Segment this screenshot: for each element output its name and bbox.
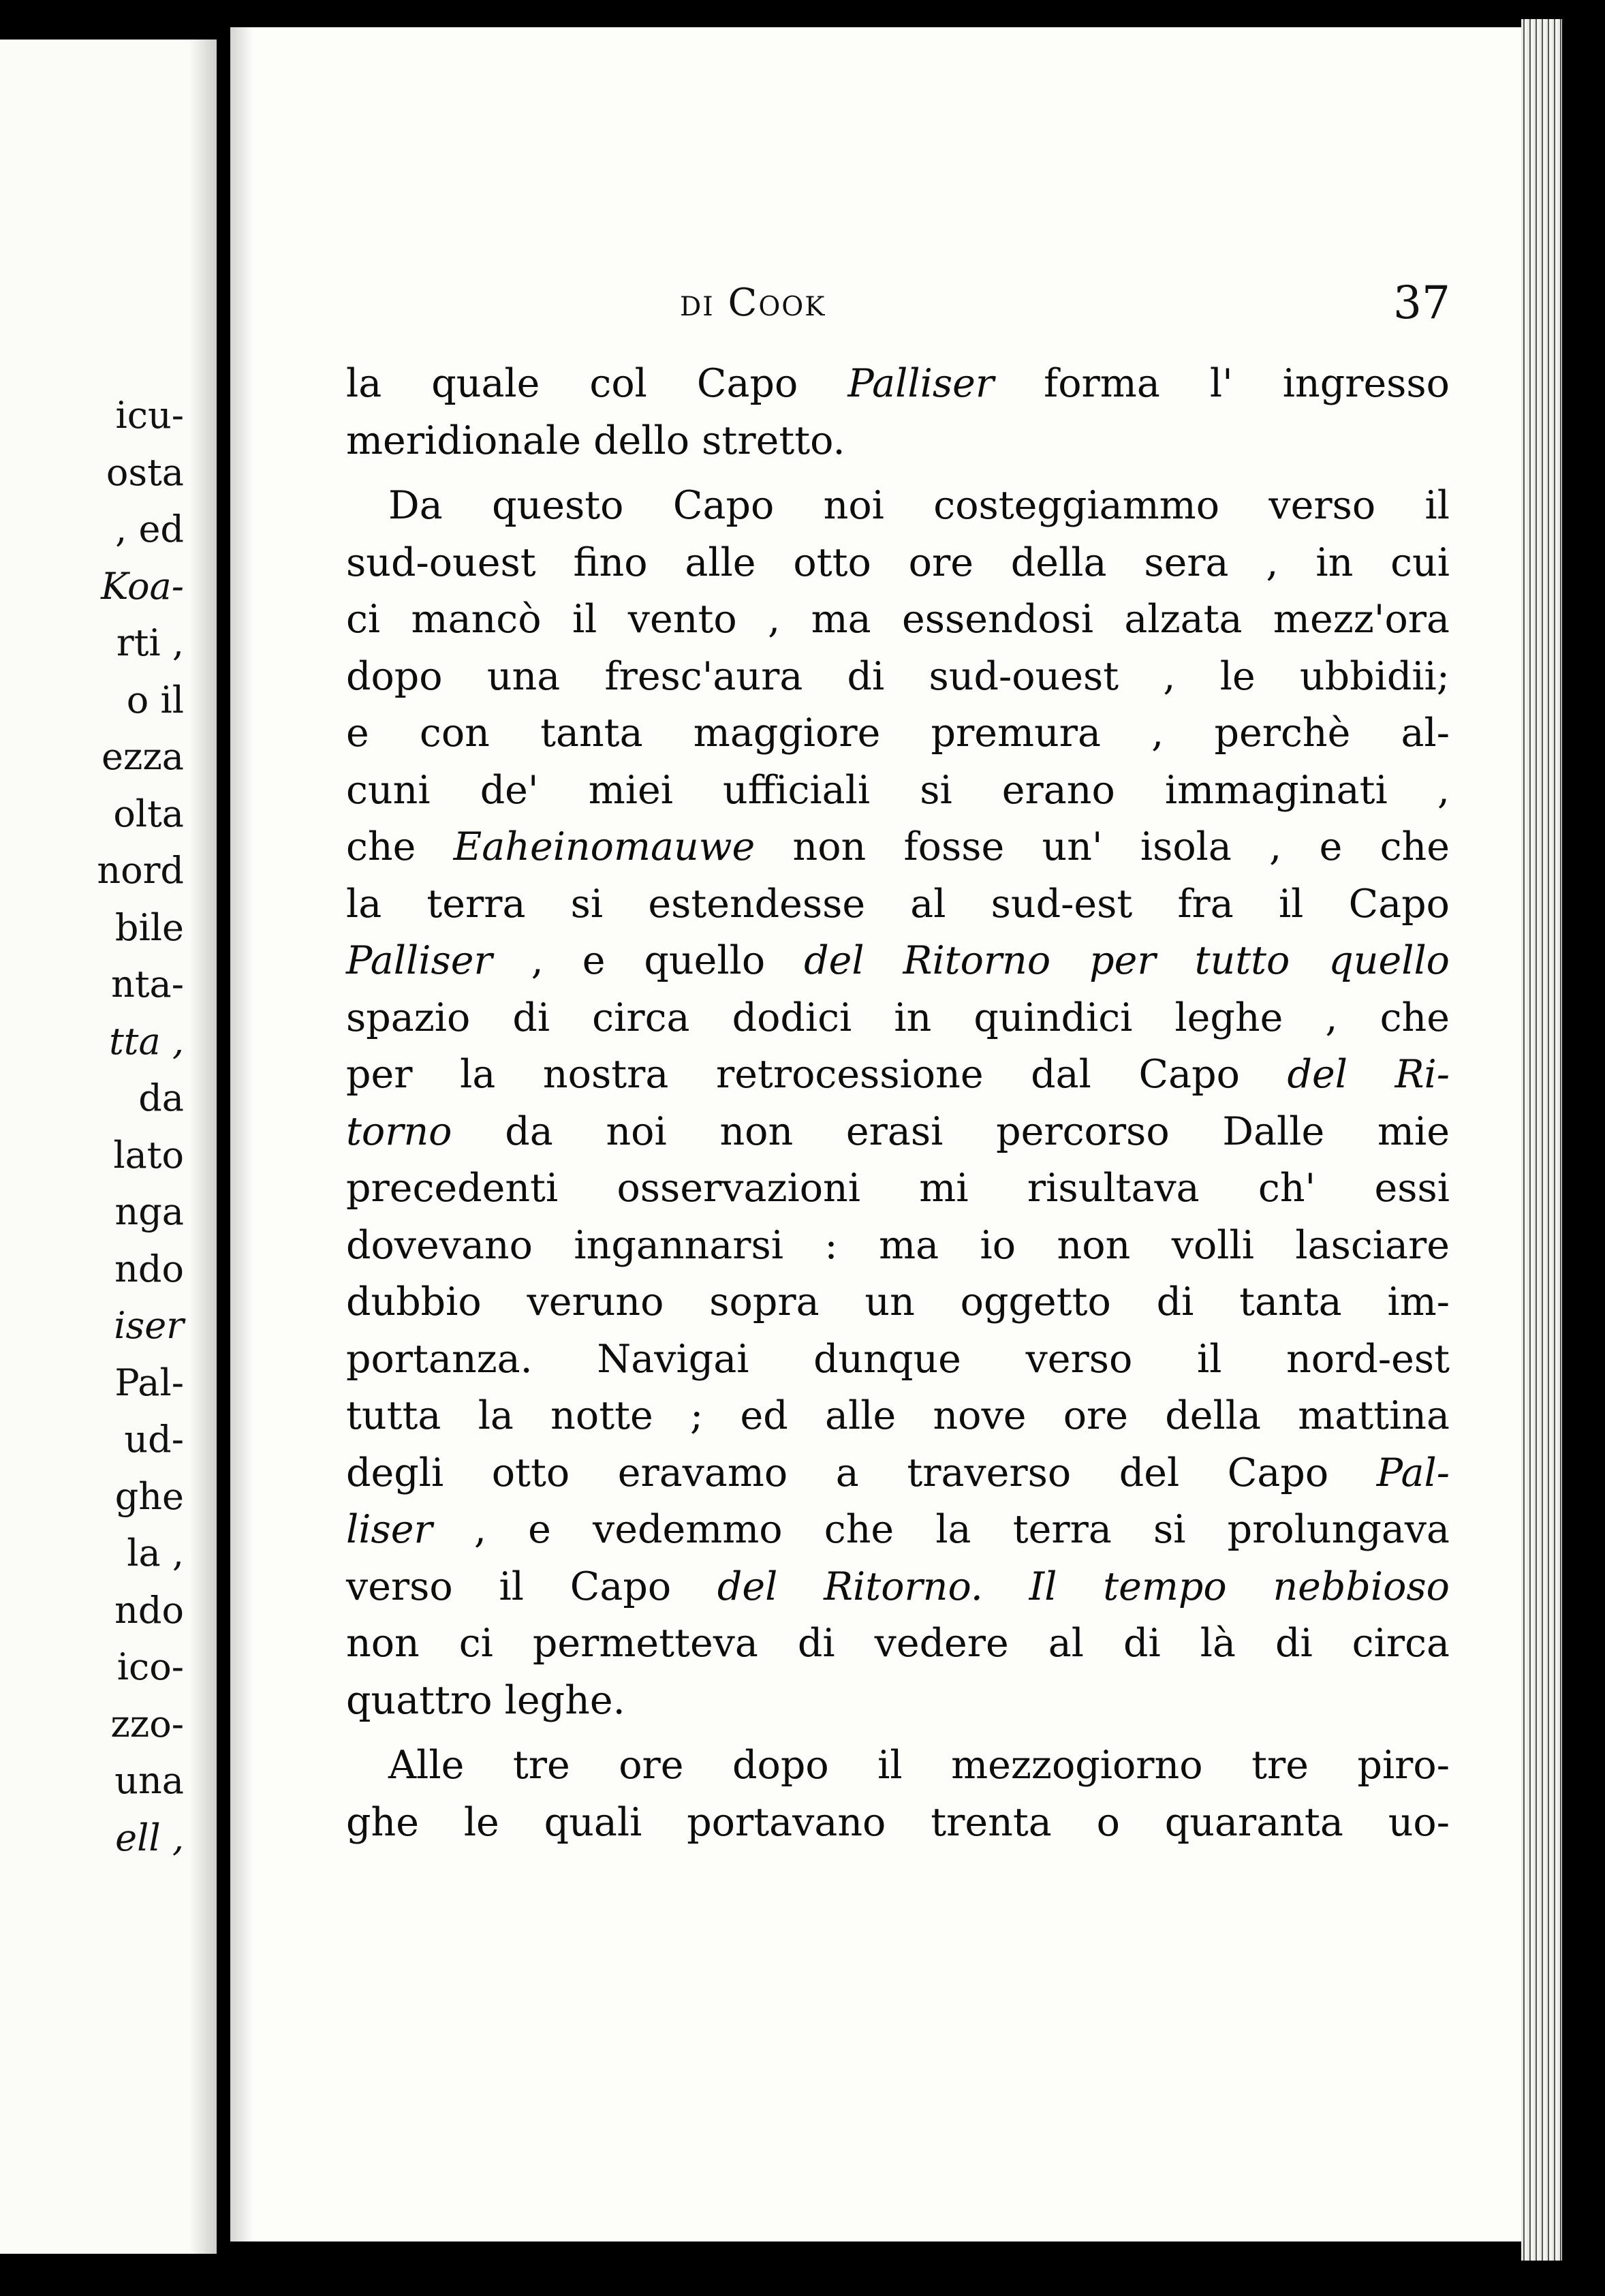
body-text [346,356,1450,1851]
left-fragment: iser [114,1304,184,1347]
text-line: liser , e vedemmo che la terra si prolungava [346,1507,1450,1552]
text-line: quattro leghe. [346,1677,625,1723]
page-block-edge [1521,19,1562,2261]
text-line: dubbio veruno sopra un oggetto di tanta im- [346,1279,1450,1324]
text-line: degli otto eravamo a traverso del Capo Pal- [346,1450,1450,1495]
text-line: spazio di circa dodici in quindici leghe , che [346,995,1450,1040]
left-fragment: nord [97,849,184,892]
left-fragment: rti , [116,621,184,664]
running-head: di Cook [680,281,826,325]
page-number: 37 [1393,277,1450,329]
text-line: e con tanta maggiore premura , perchè al- [346,711,1450,756]
text-line: dovevano ingannarsi : ma io non volli lasciare [346,1222,1450,1268]
left-fragment: o il [126,678,184,722]
left-fragment: icu- [115,394,184,437]
text-line: Alle tre ore dopo il mezzogiorno tre piro- [388,1743,1450,1788]
left-fragment: ghe [114,1474,184,1518]
left-fragment: Pal- [114,1361,184,1404]
text-line: ci mancò il vento , ma essendosi alzata mezz'ora [346,597,1450,642]
text-line: che Eaheinomauwe non fosse un' isola , e che [346,824,1450,869]
left-fragment: ndo [114,1588,184,1632]
left-fragment: nga [114,1190,184,1233]
left-fragment: osta [106,450,184,494]
text-line: sud-ouest fino alle otto ore della sera , in cui [346,540,1450,585]
text-line: tutta la notte ; ed alle nove ore della mattina [346,1393,1450,1438]
left-fragment: ndo [114,1247,184,1290]
left-fragment: ezza [101,735,184,778]
text-line: per la nostra retrocessione dal Capo del Ri- [346,1052,1450,1097]
left-fragment: ell , [115,1816,184,1859]
text-line: la terra si estendesse al sud-est fra il Capo [346,881,1450,927]
left-fragment: nta- [111,963,184,1006]
left-fragment: olta [113,792,184,835]
left-fragment: tta , [109,1019,184,1063]
text-line: dopo una fresc'aura di sud-ouest , le ubbidii; [346,653,1450,699]
text-line: verso il Capo del Ritorno. Il tempo nebbioso [346,1564,1450,1609]
left-fragment: da [138,1076,184,1119]
page-header [230,277,1521,335]
left-facing-page [0,40,217,2254]
text-line: Da questo Capo noi costeggiammo verso il [388,483,1450,528]
text-line: cuni de' miei ufficiali si erano immaginati , [346,767,1450,813]
text-line: precedenti osservazioni mi risultava ch' essi [346,1166,1450,1211]
text-line: meridionale dello stretto. [346,418,845,463]
left-fragment: Koa- [101,564,184,608]
left-fragment: ud- [124,1418,184,1461]
left-fragment: la , [127,1532,184,1574]
left-fragment: lato [113,1133,184,1177]
left-fragment: ico- [116,1645,184,1688]
left-fragment: una [114,1759,184,1802]
left-fragment: , ed [115,508,184,550]
right-page [230,27,1521,2241]
left-fragment: bile [114,905,184,949]
text-line: Palliser , e quello del Ritorno per tutto quello [346,938,1450,983]
text-line: portanza. Navigai dunque verso il nord-est [346,1336,1450,1382]
gutter-shadow [189,40,217,2254]
page-fold-shadow [230,27,253,2241]
text-line: torno da noi non erasi percorso Dalle mie [346,1108,1450,1154]
text-line: la quale col Capo Palliser forma l' ingresso [346,361,1450,406]
text-line: non ci permetteva di vedere al di là di circa [346,1621,1450,1666]
left-page-text-fragments [7,387,184,1866]
left-fragment: zzo- [110,1702,184,1746]
text-line: ghe le quali portavano trenta o quaranta uo- [346,1799,1450,1845]
